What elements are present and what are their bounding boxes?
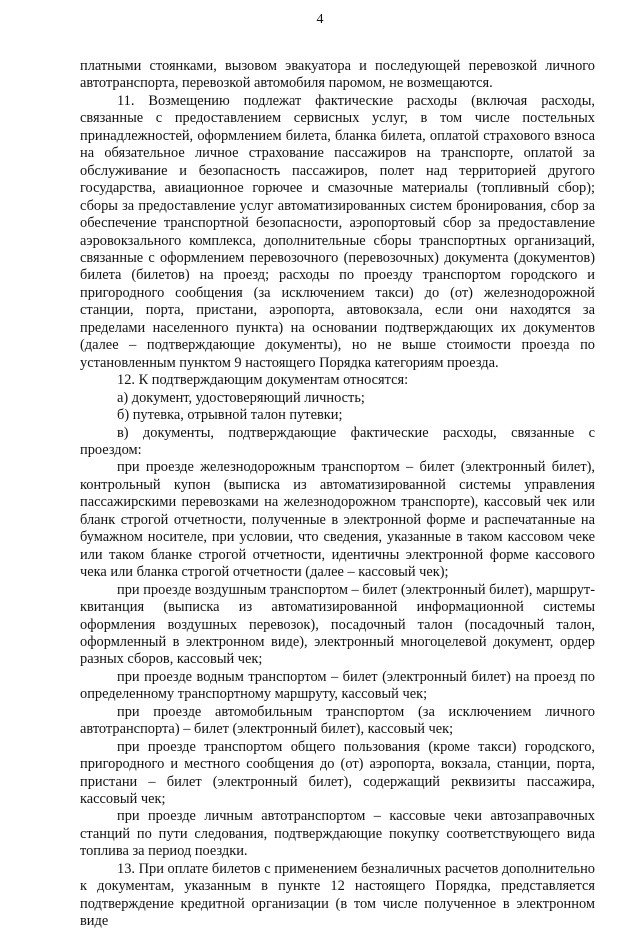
subitem-b: б) путевка, отрывной талон путевки; [117,407,343,424]
public-transport-paragraph: при проезде транспортом общего пользования (кроме такси) городского, пригородного и местного сообщения до (от) аэропорта, вокзала, станции, порта, пристани – билет (электронный билет), содержащий реквизиты пассажира, кассовый чек; [80,738,595,808]
road-transport-paragraph: при проезде автомобильным транспортом (за исключением личного автотранспорта) – билет (электронный билет), кассовый чек; [80,703,595,738]
paragraph-continuation: платными стоянками, вызовом эвакуатора и последующей перевозкой личного автотранспорта, перевозкой автомобиля паромом, не возмещаются. [80,58,595,92]
paragraph-item-11: 11. Возмещению подлежат фактические расходы (включая расходы, связанные с предоставлением сервисных услуг, в том числе постельных принадлежностей, оформлением билета, бланка билета, оплатой страхового взноса на обязательное личное страхование пассажиров на транспорте, оплатой за обслуживание и безопасность пассажиров, полет над территорией другого государства, авиационное горючее и смазочные материалы (топливный сбор); сборы за предоставление услуг автоматизированных систем бронирования, сбор за обеспечение транспортной безопасности, аэропортовый сбор за предоставление аэровокзального комплекса, дополнительные сборы транспортных организаций, связанные с оформлением перевозочного (перевозочных) документа (документов) билета (билетов) на проезд; расходы по проезду транспортом городского и пригородного сообщения (за исключением такси) до (от) железнодорожной станции, порта, пристани, аэропорта, автовокзала, если они находятся за пределами населенного пункта) на основании подтверждающих их документов (далее – подтверждающие документы), но не выше стоимости проезда по установленным пунктом 9 настоящего Порядка категориям проезда. [80,92,595,371]
personal-vehicle-paragraph: при проезде личным автотранспортом – кассовые чеки автозаправочных станций по пути следования, подтверждающие покупку соответствующего вида топлива за период поездки. [80,808,595,860]
page-number: 4 [316,12,324,27]
document-body [80,58,595,931]
railway-transport-paragraph: при проезде железнодорожным транспортом – билет (электронный билет), контрольный купон (выписка из автоматизированной системы управления пассажирскими перевозками на железнодорожном транспорте), кассовый чек или бланк строгой отчетности, полученные в электронной форме и распечатанные на бумажном носителе, при условии, что сведения, указанные в таком кассовом чеке или таком бланке строгой отчетности, идентичны электронной форме кассового чека или бланка строгой отчетности (далее – кассовый чек); [80,459,595,581]
paragraph-item-13: 13. При оплате билетов с применением безналичных расчетов дополнительно к документам, указанным в пункте 12 настоящего Порядка, представляется подтверждение кредитной организации (в том числе полученное в электронном виде [80,860,595,930]
air-transport-paragraph: при проезде воздушным транспортом – билет (электронный билет), маршрут-квитанция (выписка из автоматизированной информационной системы оформления воздушных перевозок), посадочный талон (посадочный талон, оформленный в электронном виде), электронный многоцелевой документ, ордер разных сборов, кассовый чек; [80,581,595,668]
paragraph-item-12: 12. К подтверждающим документам относятся: [117,372,409,389]
subitem-v: в) документы, подтверждающие фактические расходы, связанные с проездом: [80,424,595,458]
subitem-a: а) документ, удостоверяющий личность; [117,389,365,406]
water-transport-paragraph: при проезде водным транспортом – билет (электронный билет) на проезд по определенному транспортному маршруту, кассовый чек; [80,668,595,703]
